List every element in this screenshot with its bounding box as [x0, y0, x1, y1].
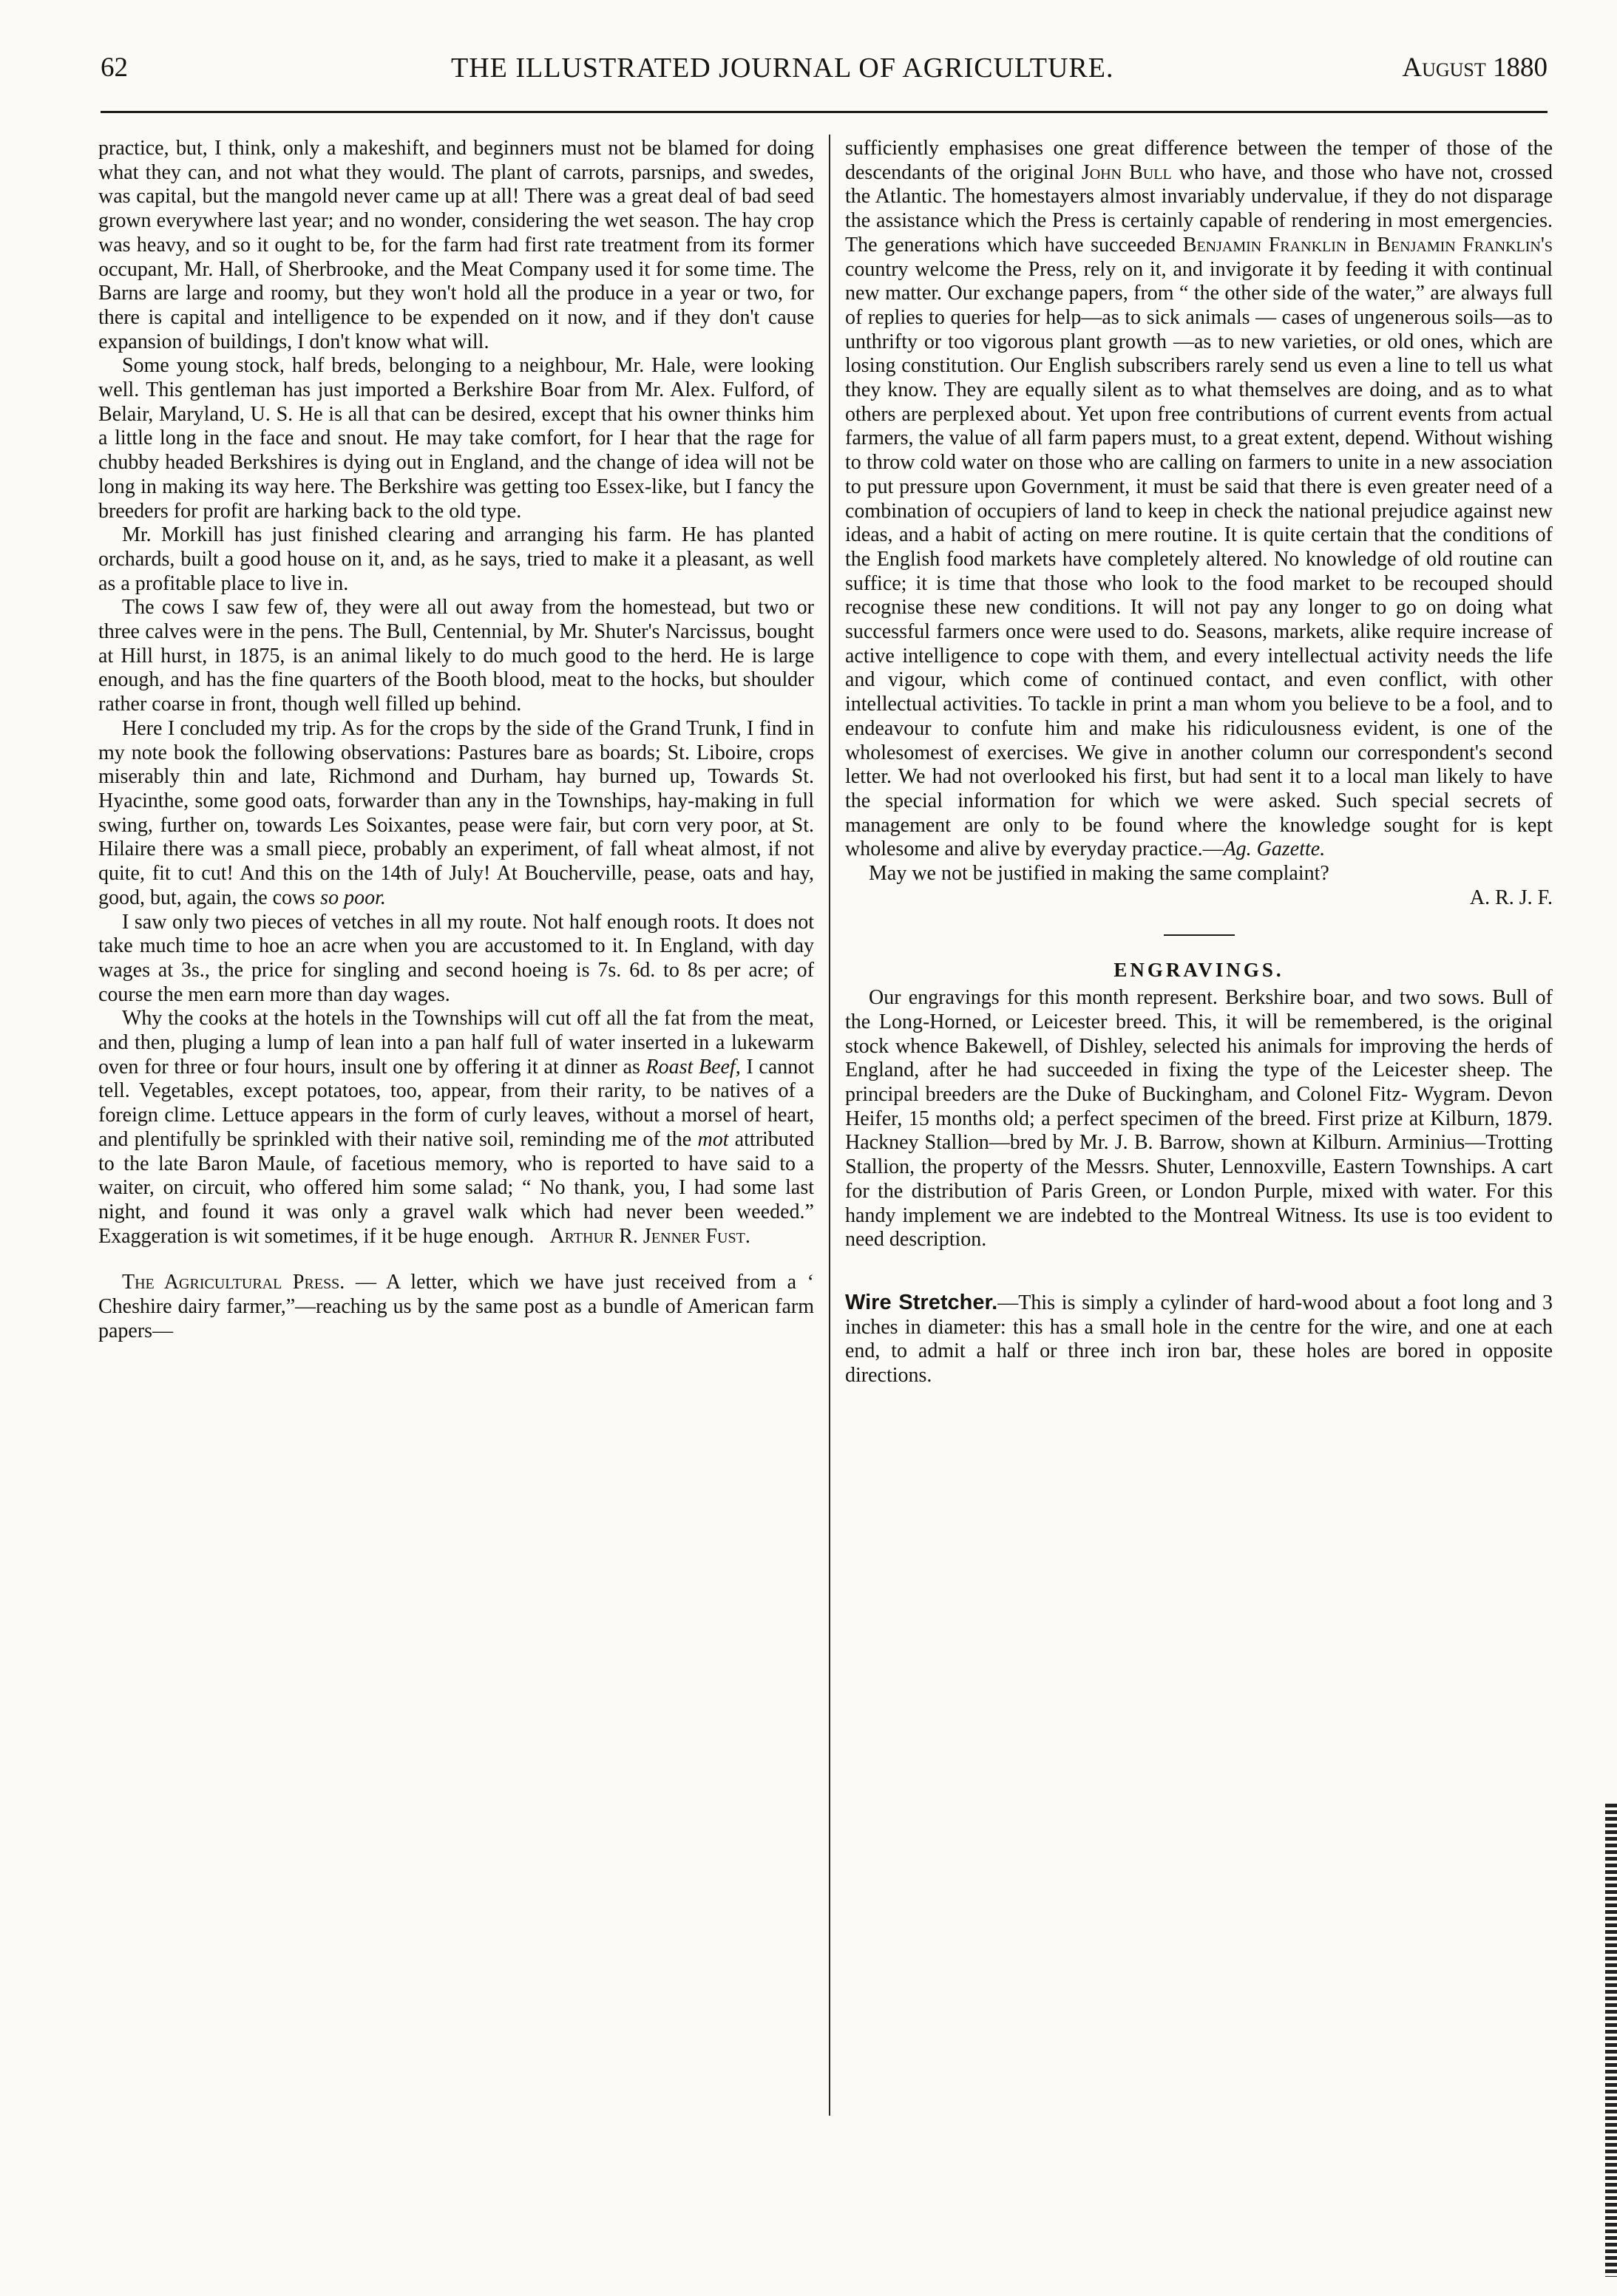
crop-observations-text: Here I concluded my trip. As for the crops by the side of the Grand Trunk, I find in my note book the following observations: Pastures bare as boards; St. Liboire, crops miserably thin and late, Richmond and Durham, hay burned up, Towards St. Hyacinthe, some good oats, forwarder than any in the Townships, hay-making in full swing, further on, towards Les Soixantes, pease were fair, but corn very poor, at St. Hilaire there was a small piece, probably an experiment, of fall wheat almost, if not quite, fit to cut! And this on the 14th of July! At Boucherville, pease, oats and hay, good, but, again, the cows	[98, 716, 814, 909]
paragraph-agricultural-press	[98, 1271, 814, 1343]
journal-title: THE ILLUSTRATED JOURNAL OF AGRICULTURE.	[451, 52, 1114, 84]
benjamin-franklin-name: Benjamin Franklin	[1182, 233, 1347, 257]
column-divider	[829, 135, 830, 2116]
paragraph-crop-observations	[98, 717, 814, 911]
john-bull-name: John Bull	[1081, 160, 1172, 184]
paragraph-hotel-cooks: Why the cooks at the hotels in the Townships will cut off all the fat from the meat, and then, pluging a lump of lean into a pan half full of water inserted in a lukewarm oven for three or four hours, insult one by offering it at dinner as Roast Beef, I cannot tell. Vegetables, except potatoes, too, appear, from their rarity, to be natives of a foreign clime. Lettuce appears in the form of curly leaves, without a morsel of heart, and plentifully be sprinkled with their native soil, reminding me of the mot attributed to the late Baron Maule, of facetious memory, who is reported to have said to a waiter, on circuit, who offered him some salad; “ No thank, you, I had some last night, and found it was only a gravel walk which had never been weeded.” Exaggeration is wit sometimes, if it be huge enough. Arthur R. Jenner Fust.	[98, 1007, 815, 1248]
paragraph-vetches-roots: I saw only two pieces of vetches in all my route. Not half enough roots. It does not take much time to hoe an acre when you are accustomed to it. In England, with day wages at 3s., the price for singling and second hoeing is 7s. 6d. to 8s per acre; of course the men earn more than day wages.	[98, 910, 814, 1006]
scan-edge-stripe	[1605, 1804, 1617, 2277]
paragraph-cows-and-bull: The cows I saw few of, they were all out away from the homestead, but two or three calves were in the pens. The Bull, Centennial, by Mr. Shuter's Narcissus, bought at Hill hurst, in 1875, is an animal likely to do much good to the herd. He is large enough, and has the fine quarters of the Booth blood, meat to the hocks, but shoulder rather coarse in front, though well filled up behind.	[98, 596, 814, 716]
wire-stretcher-body: —This is simply a cylinder of hard-wood about a foot long and 3 inches in diameter: this has a small hole in the centre for the wire, and one at each end, to admit a half or three inch iron bar, these holes are bored in opposite directions.	[845, 1291, 1553, 1388]
crop-observations-italic: so poor.	[320, 886, 386, 909]
section-rule	[1164, 934, 1235, 936]
paragraph-engravings: Our engravings for this month represent. Berkshire boar, and two sows. Bull of the Long-Horned, or Leicester breed. This, it will be remembered, is the original stock whence Bakewell, of Dishley, selected his animals for improving the herds of England, after he had succeeded in fixing the type of the Leicester sheep. The principal breeders are the Duke of Buckingham, and Colonel Fitz- Wygram. Devon Heifer, 15 months old; a perfect specimen of the breed. First prize at Kilburn, 1879. Hackney Stallion—bred by Mr. J. B. Barrow, shown at Kilburn. Arminius—Trotting Stallion, the property of the Messrs. Shuter, Lennoxville, Eastern Townships. A cart for the distribution of Paris Green, or London Purple, mixed with water. For this handy implement we are indebted to the Montreal Witness. Its use is too evident to need description.	[845, 986, 1553, 1251]
benjamin-franklins-name: Benjamin Franklin's	[1377, 233, 1553, 257]
wire-stretcher-heading: Wire Stretcher.	[845, 1290, 998, 1314]
header-rule	[101, 111, 1547, 113]
author-signature: Arthur R. Jenner Fust.	[549, 1224, 750, 1248]
left-column	[98, 137, 814, 1343]
paragraph-complaint: May we not be justified in making the same complaint?	[869, 862, 1329, 886]
paragraph-wire-stretcher	[845, 1291, 1553, 1388]
paragraph-farm-practice: practice, but, I think, only a makeshift, and beginners must not be blamed for doing what they can, and not what they would. The plant of carrots, parsnips, and swedes, was capital, but the mangold never came up at all! There was a great deal of bad seed grown everywhere last year; and no wonder, considering the wet season. The hay crop was heavy, and so it ought to be, for the farm had first rate treatment from its former occupant, Mr. Hall, of Sherbrooke, and the Meat Company used it for some time. The Barns are large and roomy, but they won't hold all the produce in a year or two, for there is capital and intelligence to be expended on it now, and if they don't cause expansion of buildings, I don't know what will.	[98, 137, 814, 353]
paragraph-morkill-farm: Mr. Morkill has just finished clearing and arranging his farm. He has planted orchards, built a good house on it, and, as he says, tried to make it a pleasant, as well as a profitable place to live in.	[98, 523, 814, 595]
page-number: 62	[101, 52, 128, 83]
initials-signature: A. R. J. F.	[1469, 886, 1553, 909]
agricultural-press-body: — A letter, which we have just received from a ‘ Cheshire dairy farmer,”—reaching us by the same post as a bundle of American farm papers—	[98, 1271, 814, 1342]
paragraph-press-continued: sufficiently emphasises one great difference between the temper of those of the descendants of the original John Bull who have, and those who have not, crossed the Atlantic. The homestayers almost invariably undervalue, if they do not disparage the assistance which the Press is certainly capable of rendering in most emergencies. The generations which have succeeded Benjamin Franklin in Benjamin Franklin's country welcome the Press, rely on it, and invigorate it by feeding it with continual new matter. Our exchange papers, from “ the other side of the water,” are always full of replies to queries for help—as to sick animals — cases of ungenerous soils—as to unthrifty or too vigorous plant growth —as to new varieties, or old ones, which are losing constitution. Our English subscribers rarely send us even a line to tell us what they know. They are equally silent as to what themselves are doing, and as to what others are perplexed about. Yet upon free contributions of current events from actual farmers, the value of all farm papers must, to a great extent, depend. Without wishing to throw cold water on those who are calling on farmers to unite in a new association to put pressure upon Government, it must be said that there is even greater need of a combination of occupiers of land to keep in check the national prejudice against new ideas, and a habit of acting on mere routine. It is quite certain that the conditions of the English food markets have completely altered. No knowledge of old routine can suffice; it is time that those who look to the food market to be recouped should recognise these new conditions. It will not pay any longer to go on doing what successful farmers once were used to do. Seasons, markets, alike require increase of active intelligence to cope with them, and every intellectual activity needs the life and vigour, which come of continued contact, and even conflict, with other intellectual activities. To tackle in print a man whom you believe to be a fool, and to endeavour to confute him and make his ridiculousness evident, is one of the wholesomest of exercises. We give in another column our correspondent's second letter. We had not overlooked his first, but had sent it to a local man likely to have the special information for which we were asked. Such special secrets of management are only to be found where the knowledge sought for is kept wholesome and alive by everyday practice.—Ag. Gazette.	[845, 137, 1553, 861]
roast-beef-italic: Roast Beef,	[645, 1055, 741, 1079]
ag-gazette-source: Ag. Gazette.	[1223, 838, 1326, 861]
right-column	[845, 137, 1553, 1388]
agricultural-press-title: The Agricultural Press.	[122, 1271, 345, 1294]
mot-italic: mot	[697, 1127, 729, 1151]
engravings-heading: ENGRAVINGS.	[1113, 958, 1284, 981]
issue-date: August 1880	[1402, 52, 1547, 83]
paragraph-young-stock: Some young stock, half breds, belonging to a neighbour, Mr. Hale, were looking well. This gentleman has just imported a Berkshire Boar from Mr. Alex. Fulford, of Belair, Maryland, U. S. He is all that can be desired, except that his owner thinks him a little long in the face and snout. He may take comfort, for I hear that the rage for chubby headed Berkshires is dying out in England, and the change of idea will not be long in making its way here. The Berkshire was getting too Essex-like, but I fancy the breeders for profit are harking back to the old type.	[98, 354, 814, 523]
